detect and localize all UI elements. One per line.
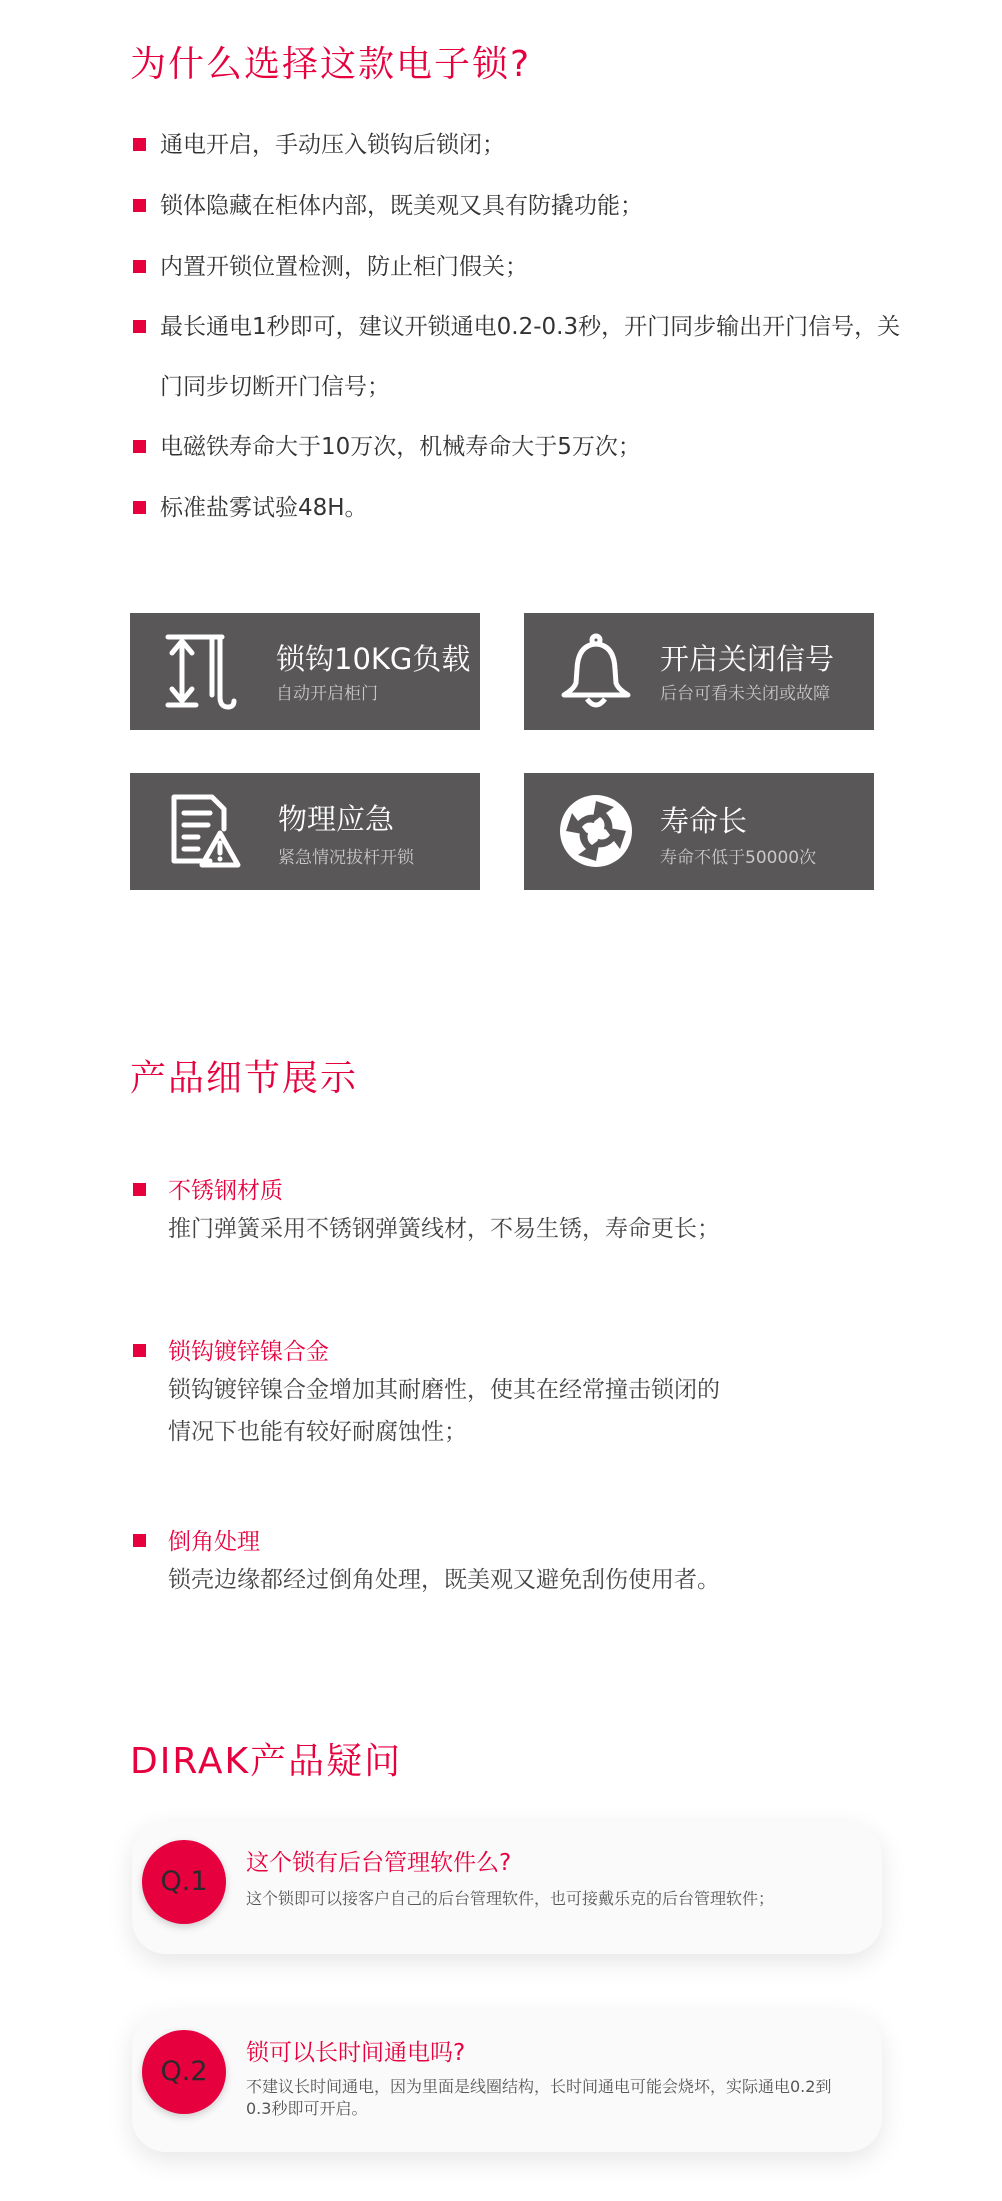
detail-bullet xyxy=(133,1183,146,1196)
faq-answer: 这个锁即可以接客户自己的后台管理软件，也可接戴乐克的后台管理软件； xyxy=(246,1889,775,1908)
card-subtitle: 后台可看未关闭或故障 xyxy=(660,684,830,704)
faq-badge: Q.2 xyxy=(142,2030,226,2114)
why-section-title: 为什么选择这款电子锁? xyxy=(130,44,532,85)
card-subtitle: 自动开启柜门 xyxy=(276,684,378,704)
feature-text-continued: 门同步切断开门信号； xyxy=(160,374,390,400)
feature-text: 电磁铁寿命大于10万次，机械寿命大于5万次； xyxy=(160,434,641,460)
feature-card-load xyxy=(130,613,480,730)
card-title: 物理应急 xyxy=(278,802,395,836)
detail-title: 锁钩镀锌镍合金 xyxy=(168,1339,329,1365)
document-warning-icon xyxy=(162,791,242,871)
feature-text: 通电开启，手动压入锁钩后锁闭； xyxy=(160,132,505,158)
feature-text: 锁体隐藏在柜体内部，既美观又具有防撬功能； xyxy=(160,193,643,219)
detail-text: 锁壳边缘都经过倒角处理，既美观又避免刮伤使用者。 xyxy=(168,1567,720,1593)
feature-card-lifespan xyxy=(524,773,874,890)
feature-card-signal xyxy=(524,613,874,730)
details-section-title: 产品细节展示 xyxy=(130,1058,359,1099)
detail-bullet xyxy=(133,1344,146,1357)
detail-title: 不锈钢材质 xyxy=(168,1178,283,1204)
recycle-arrows-icon xyxy=(556,791,636,871)
feature-bullet xyxy=(133,501,146,514)
faq-card-q2 xyxy=(132,2012,882,2152)
card-subtitle: 寿命不低于50000次 xyxy=(660,848,817,868)
bell-icon xyxy=(556,631,636,711)
detail-text: 推门弹簧采用不锈钢弹簧线材，不易生锈，寿命更长； xyxy=(168,1216,720,1242)
faq-card-q1 xyxy=(132,1822,882,1954)
detail-title: 倒角处理 xyxy=(168,1529,260,1555)
feature-bullet xyxy=(133,440,146,453)
card-title: 寿命长 xyxy=(660,804,748,838)
feature-card-emergency xyxy=(130,773,480,890)
feature-text: 最长通电1秒即可，建议开锁通电0.2-0.3秒，开门同步输出开门信号，关 xyxy=(160,314,901,340)
feature-bullet xyxy=(133,320,146,333)
card-title: 锁钩10KG负载 xyxy=(276,642,471,676)
feature-bullet xyxy=(133,260,146,273)
feature-text: 内置开锁位置检测，防止柜门假关； xyxy=(160,254,528,280)
faq-badge: Q.1 xyxy=(142,1840,226,1924)
faq-question: 这个锁有后台管理软件么? xyxy=(246,1850,512,1876)
feature-bullet xyxy=(133,138,146,151)
detail-bullet xyxy=(133,1534,146,1547)
feature-text: 标准盐雾试验48H。 xyxy=(160,495,368,521)
feature-bullet xyxy=(133,199,146,212)
detail-text: 锁钩镀锌镍合金增加其耐磨性，使其在经常撞击锁闭的 xyxy=(168,1377,720,1403)
faq-question: 锁可以长时间通电吗? xyxy=(246,2040,466,2066)
faq-answer: 不建议长时间通电，因为里面是线圈结构，长时间通电可能会烧坏，实际通电0.2到0.3秒即可开启。 xyxy=(246,2077,832,2118)
lock-hook-load-icon xyxy=(162,631,242,711)
faq-section-title: DIRAK产品疑问 xyxy=(130,1741,403,1782)
card-title: 开启关闭信号 xyxy=(660,642,835,676)
card-subtitle: 紧急情况拔杆开锁 xyxy=(278,848,414,868)
detail-text: 情况下也能有较好耐腐蚀性； xyxy=(168,1419,467,1445)
